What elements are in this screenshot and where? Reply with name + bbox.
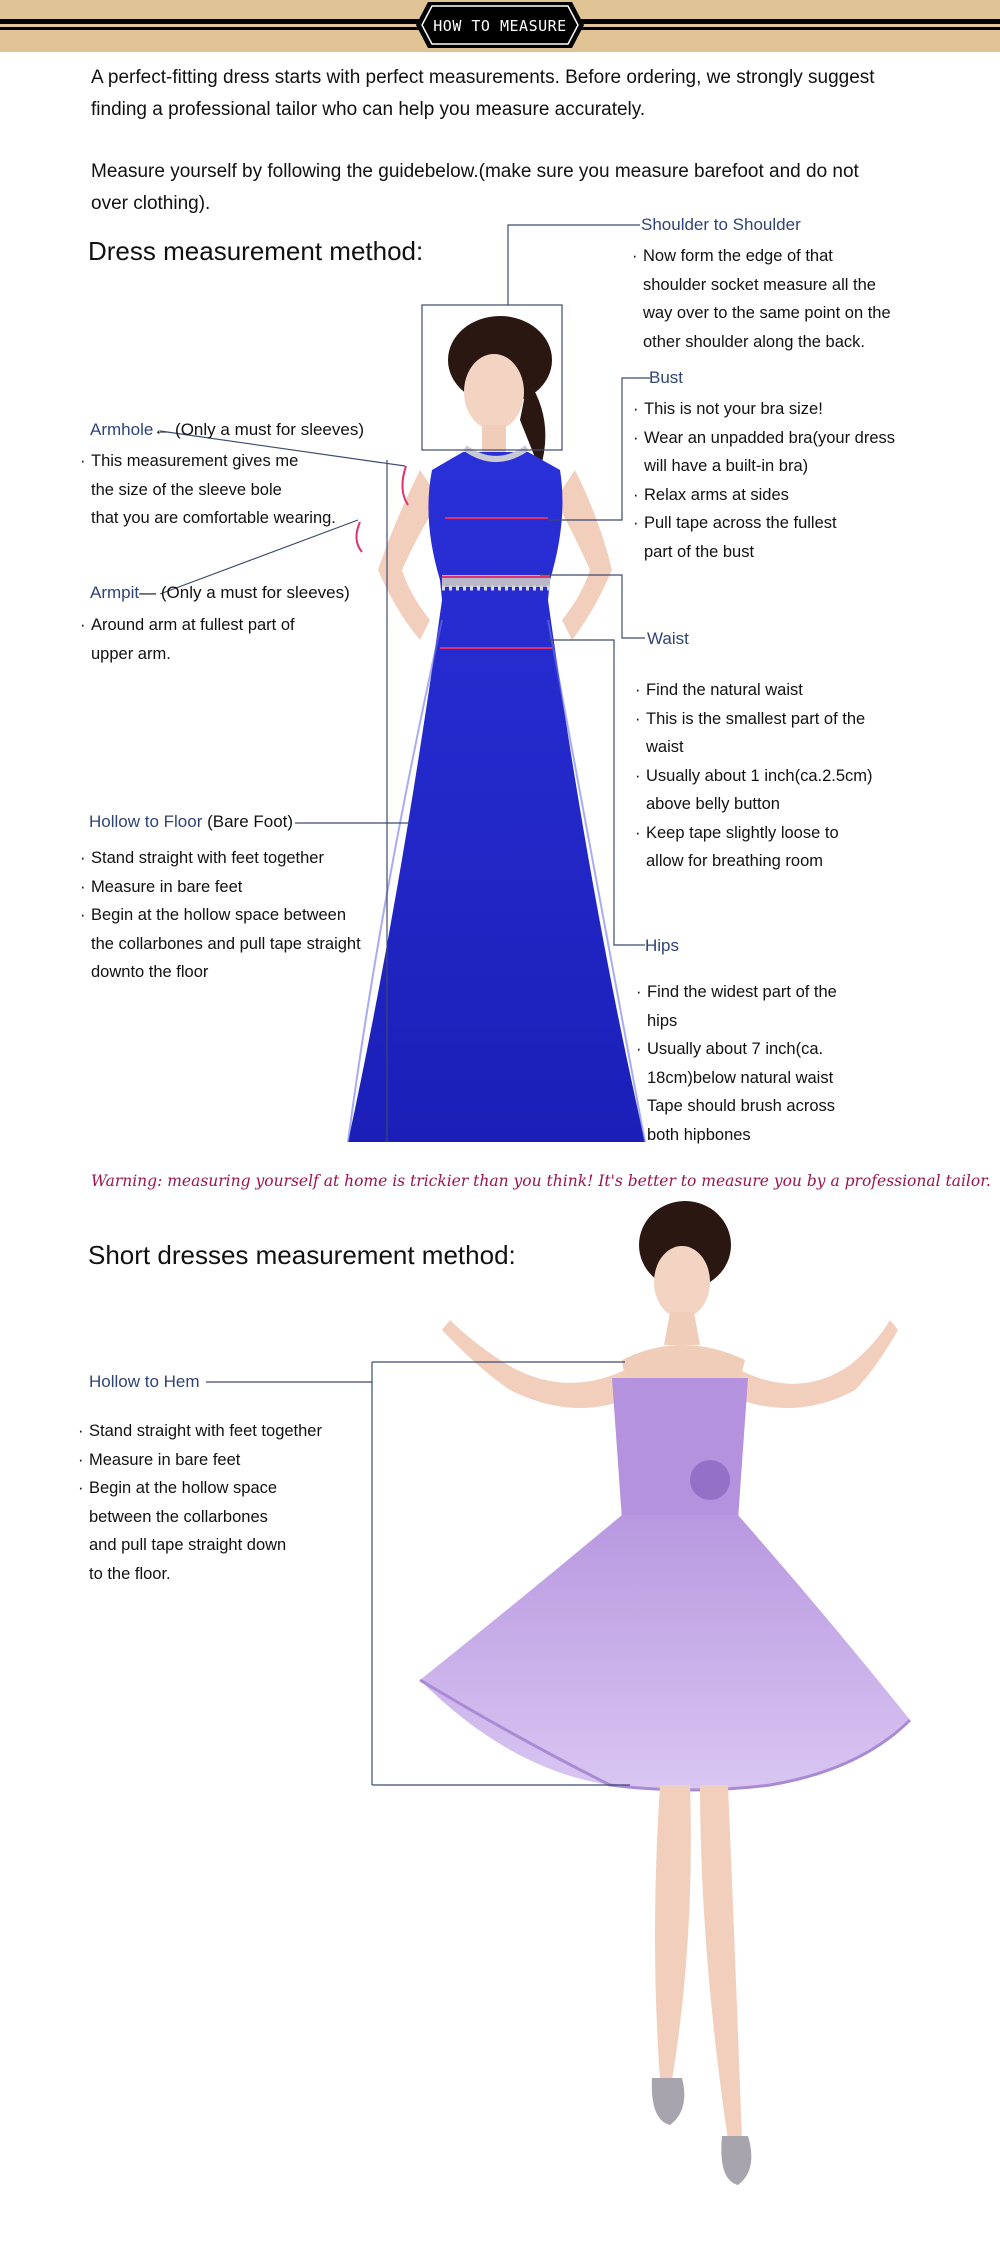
list-item: · Around arm at fullest part of upper arm. [80, 611, 360, 668]
waist-list [635, 676, 935, 876]
intro-line: over clothing). [91, 193, 211, 214]
page-title: HOW TO MEASURE [433, 17, 567, 35]
list-item: · Stand straight with feet together [78, 1417, 378, 1446]
list-item: · Begin at the hollow space between the collarbones and pull tape straight downto the floor [80, 901, 400, 987]
short-dress-model [420, 1201, 910, 2185]
intro-line: Measure yourself by following the guidebelow.(make sure you measure barefoot and do not [91, 161, 859, 182]
hollow-to-floor-list [80, 844, 400, 987]
dress-section-title: Dress measurement method: [88, 236, 424, 266]
armhole-label: Armhole← (Only a must for sleeves) [90, 420, 364, 439]
intro-line: A perfect-fitting dress starts with perfect measurements. Before ordering, we strongly suggest [91, 67, 875, 88]
list-item: · This measurement gives me the size of the sleeve bole that you are comfortable wearing. [80, 447, 380, 533]
list-item: · Usually about 1 inch(ca.2.5cm) above belly button [635, 762, 935, 819]
long-dress-model [348, 316, 645, 1142]
list-item: · This is not your bra size! [633, 395, 933, 424]
armhole-list [80, 447, 380, 533]
hollow-to-hem-label: Hollow to Hem [89, 1372, 200, 1391]
hips-extra: Tape should brush across both hipbones [647, 1097, 836, 1144]
armpit-list [80, 611, 360, 668]
warning-note: Warning: measuring yourself at home is trickier than you think! It's better to measure you by a professional tailor. [91, 1172, 991, 1190]
hips-list [636, 978, 936, 1092]
list-item: · Wear an unpadded bra(your dress will have a built-in bra) [633, 424, 933, 481]
list-item: · Find the natural waist [635, 676, 935, 705]
armpit-label: Armpit— (Only a must for sleeves) [90, 583, 350, 602]
hips-label: Hips [645, 936, 680, 955]
list-item: · This is the smallest part of the waist [635, 705, 935, 762]
list-item: · Keep tape slightly loose to allow for breathing room [635, 819, 935, 876]
list-item: · Now form the edge of that shoulder socket measure all the way over to the same point on the other shoulder along the back. [632, 242, 922, 356]
list-item: · Measure in bare feet [80, 873, 400, 902]
list-item: · Begin at the hollow space between the collarbones and pull tape straight down to the floor. [78, 1474, 378, 1588]
list-item: · Find the widest part of the hips [636, 978, 936, 1035]
intro-line: finding a professional tailor who can help you measure accurately. [91, 99, 646, 120]
list-item: · Stand straight with feet together [80, 844, 400, 873]
short-section-title: Short dresses measurement method: [88, 1240, 516, 1270]
bust-list [633, 395, 933, 566]
shoulder-list [632, 242, 922, 356]
hollow-to-hem-list [78, 1417, 378, 1588]
list-item: · Pull tape across the fullest part of the bust [633, 509, 933, 566]
hollow-to-floor-label: Hollow to Floor (Bare Foot) [89, 812, 294, 831]
list-item: · Relax arms at sides [633, 481, 933, 510]
waist-label: Waist [647, 629, 689, 648]
list-item: · Usually about 7 inch(ca. 18cm)below natural waist [636, 1035, 936, 1092]
bust-label: Bust [649, 368, 684, 387]
shoulder-label: Shoulder to Shoulder [641, 215, 801, 234]
list-item: · Measure in bare feet [78, 1446, 378, 1475]
